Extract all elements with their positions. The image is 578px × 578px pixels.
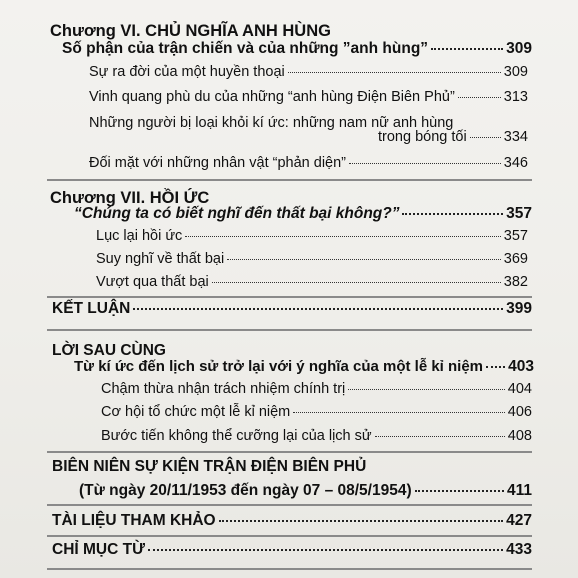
- toc-entry[interactable]: [96, 228, 528, 244]
- dot-leader: [212, 282, 501, 283]
- dot-leader: [185, 236, 501, 237]
- dot-leader: [293, 412, 505, 413]
- entry-title: Bước tiến không thể cưỡng lại của lịch sử: [101, 428, 372, 444]
- entry-title: Đối mặt với những nhân vật “phản diện”: [89, 155, 346, 171]
- page-number: 399: [506, 300, 532, 317]
- entry-title: Sự ra đời của một huyền thoại: [89, 64, 285, 80]
- page-number: 357: [506, 205, 532, 222]
- toc-entry[interactable]: [74, 358, 534, 376]
- entry-title: Số phận của trận chiến và của những ”anh hùng”: [62, 40, 429, 57]
- toc-entry[interactable]: [89, 89, 528, 105]
- entry-title: “Chúng ta có biết nghĩ đến thất bại không?”: [74, 205, 400, 222]
- page-number: 404: [507, 381, 532, 397]
- section-divider: [47, 504, 532, 506]
- chapter-title: Chương VII. HỒI ỨC: [50, 189, 210, 207]
- dot-leader: [415, 490, 504, 492]
- heading-title: BIÊN NIÊN SỰ KIỆN TRẬN ĐIỆN BIÊN PHỦ: [52, 458, 367, 475]
- toc-entry[interactable]: [89, 64, 528, 80]
- toc-entry[interactable]: [101, 428, 532, 444]
- page-number: 309: [506, 40, 532, 57]
- entry-title: (Từ ngày 20/11/1953 đến ngày 07 – 08/5/1954): [79, 482, 412, 499]
- chapter-6-heading: [50, 22, 331, 41]
- section-divider: [47, 296, 532, 298]
- section-divider: [47, 535, 532, 537]
- dot-leader: [375, 436, 505, 437]
- dot-leader: [288, 72, 501, 73]
- entry-title: Vượt qua thất bại: [96, 274, 209, 290]
- dot-leader: [470, 137, 501, 138]
- dot-leader: [458, 97, 501, 98]
- entry-title: Từ kí ức đến lịch sử trở lại với ý nghĩa của một lễ kỉ niệm: [74, 358, 484, 375]
- dot-leader: [349, 163, 501, 164]
- entry-title-line-1: Những người bị loại khỏi kí ức: những nam nữ anh hùng: [89, 115, 454, 131]
- page-number: 408: [507, 428, 532, 444]
- page-number: 346: [503, 155, 528, 171]
- section-divider: [47, 451, 532, 453]
- toc-entry[interactable]: [74, 205, 532, 223]
- entry-title: Suy nghĩ về thất bại: [96, 251, 225, 267]
- entry-title: KẾT LUẬN: [52, 300, 131, 317]
- heading-title: LỜI SAU CÙNG: [52, 342, 166, 359]
- entry-title: Vinh quang phù du của những “anh hùng Điện Biên Phủ”: [89, 89, 455, 105]
- dot-leader: [133, 308, 503, 310]
- toc-entry[interactable]: [101, 404, 532, 420]
- entry-title: Lục lại hồi ức: [96, 228, 183, 244]
- entry-title-line-2: trong bóng tối: [378, 129, 467, 145]
- chronology-heading: [52, 458, 366, 476]
- section-divider: [47, 329, 532, 331]
- toc-entry[interactable]: [101, 381, 532, 397]
- dot-leader: [431, 48, 503, 50]
- page-number: 427: [506, 512, 532, 529]
- entry-title: CHỈ MỤC TỪ: [52, 541, 145, 558]
- page-number: 382: [503, 274, 528, 290]
- dot-leader: [348, 389, 505, 390]
- toc-entry-continued[interactable]: [378, 129, 528, 145]
- toc-entry[interactable]: [62, 40, 532, 58]
- page-number: 313: [503, 89, 528, 105]
- page-number: 369: [503, 251, 528, 267]
- chapter-title: Chương VI. CHỦ NGHĨA ANH HÙNG: [50, 22, 331, 40]
- entry-title: Chậm thừa nhận trách nhiệm chính trị: [101, 381, 346, 397]
- toc-entry[interactable]: [96, 274, 528, 290]
- toc-entry[interactable]: [52, 541, 532, 559]
- entry-title: TÀI LIỆU THAM KHẢO: [52, 512, 216, 529]
- dot-leader: [219, 520, 504, 522]
- page-number: 411: [506, 482, 532, 499]
- section-divider: [47, 568, 532, 570]
- dot-leader: [148, 549, 503, 551]
- page-number: 334: [503, 129, 528, 145]
- entry-title: Cơ hội tổ chức một lễ kỉ niệm: [101, 404, 291, 420]
- page-number: 433: [506, 541, 532, 558]
- toc-entry[interactable]: [52, 300, 532, 318]
- page-number: 403: [508, 358, 534, 375]
- dot-leader: [402, 213, 503, 215]
- toc-entry[interactable]: [79, 482, 532, 500]
- toc-entry[interactable]: [89, 155, 528, 171]
- page-number: 357: [503, 228, 528, 244]
- page-number: 309: [503, 64, 528, 80]
- dot-leader: [486, 366, 505, 368]
- page-number: 406: [507, 404, 532, 420]
- toc-entry[interactable]: [96, 251, 528, 267]
- dot-leader: [227, 259, 501, 260]
- toc-entry[interactable]: [52, 512, 532, 530]
- section-divider: [47, 179, 532, 181]
